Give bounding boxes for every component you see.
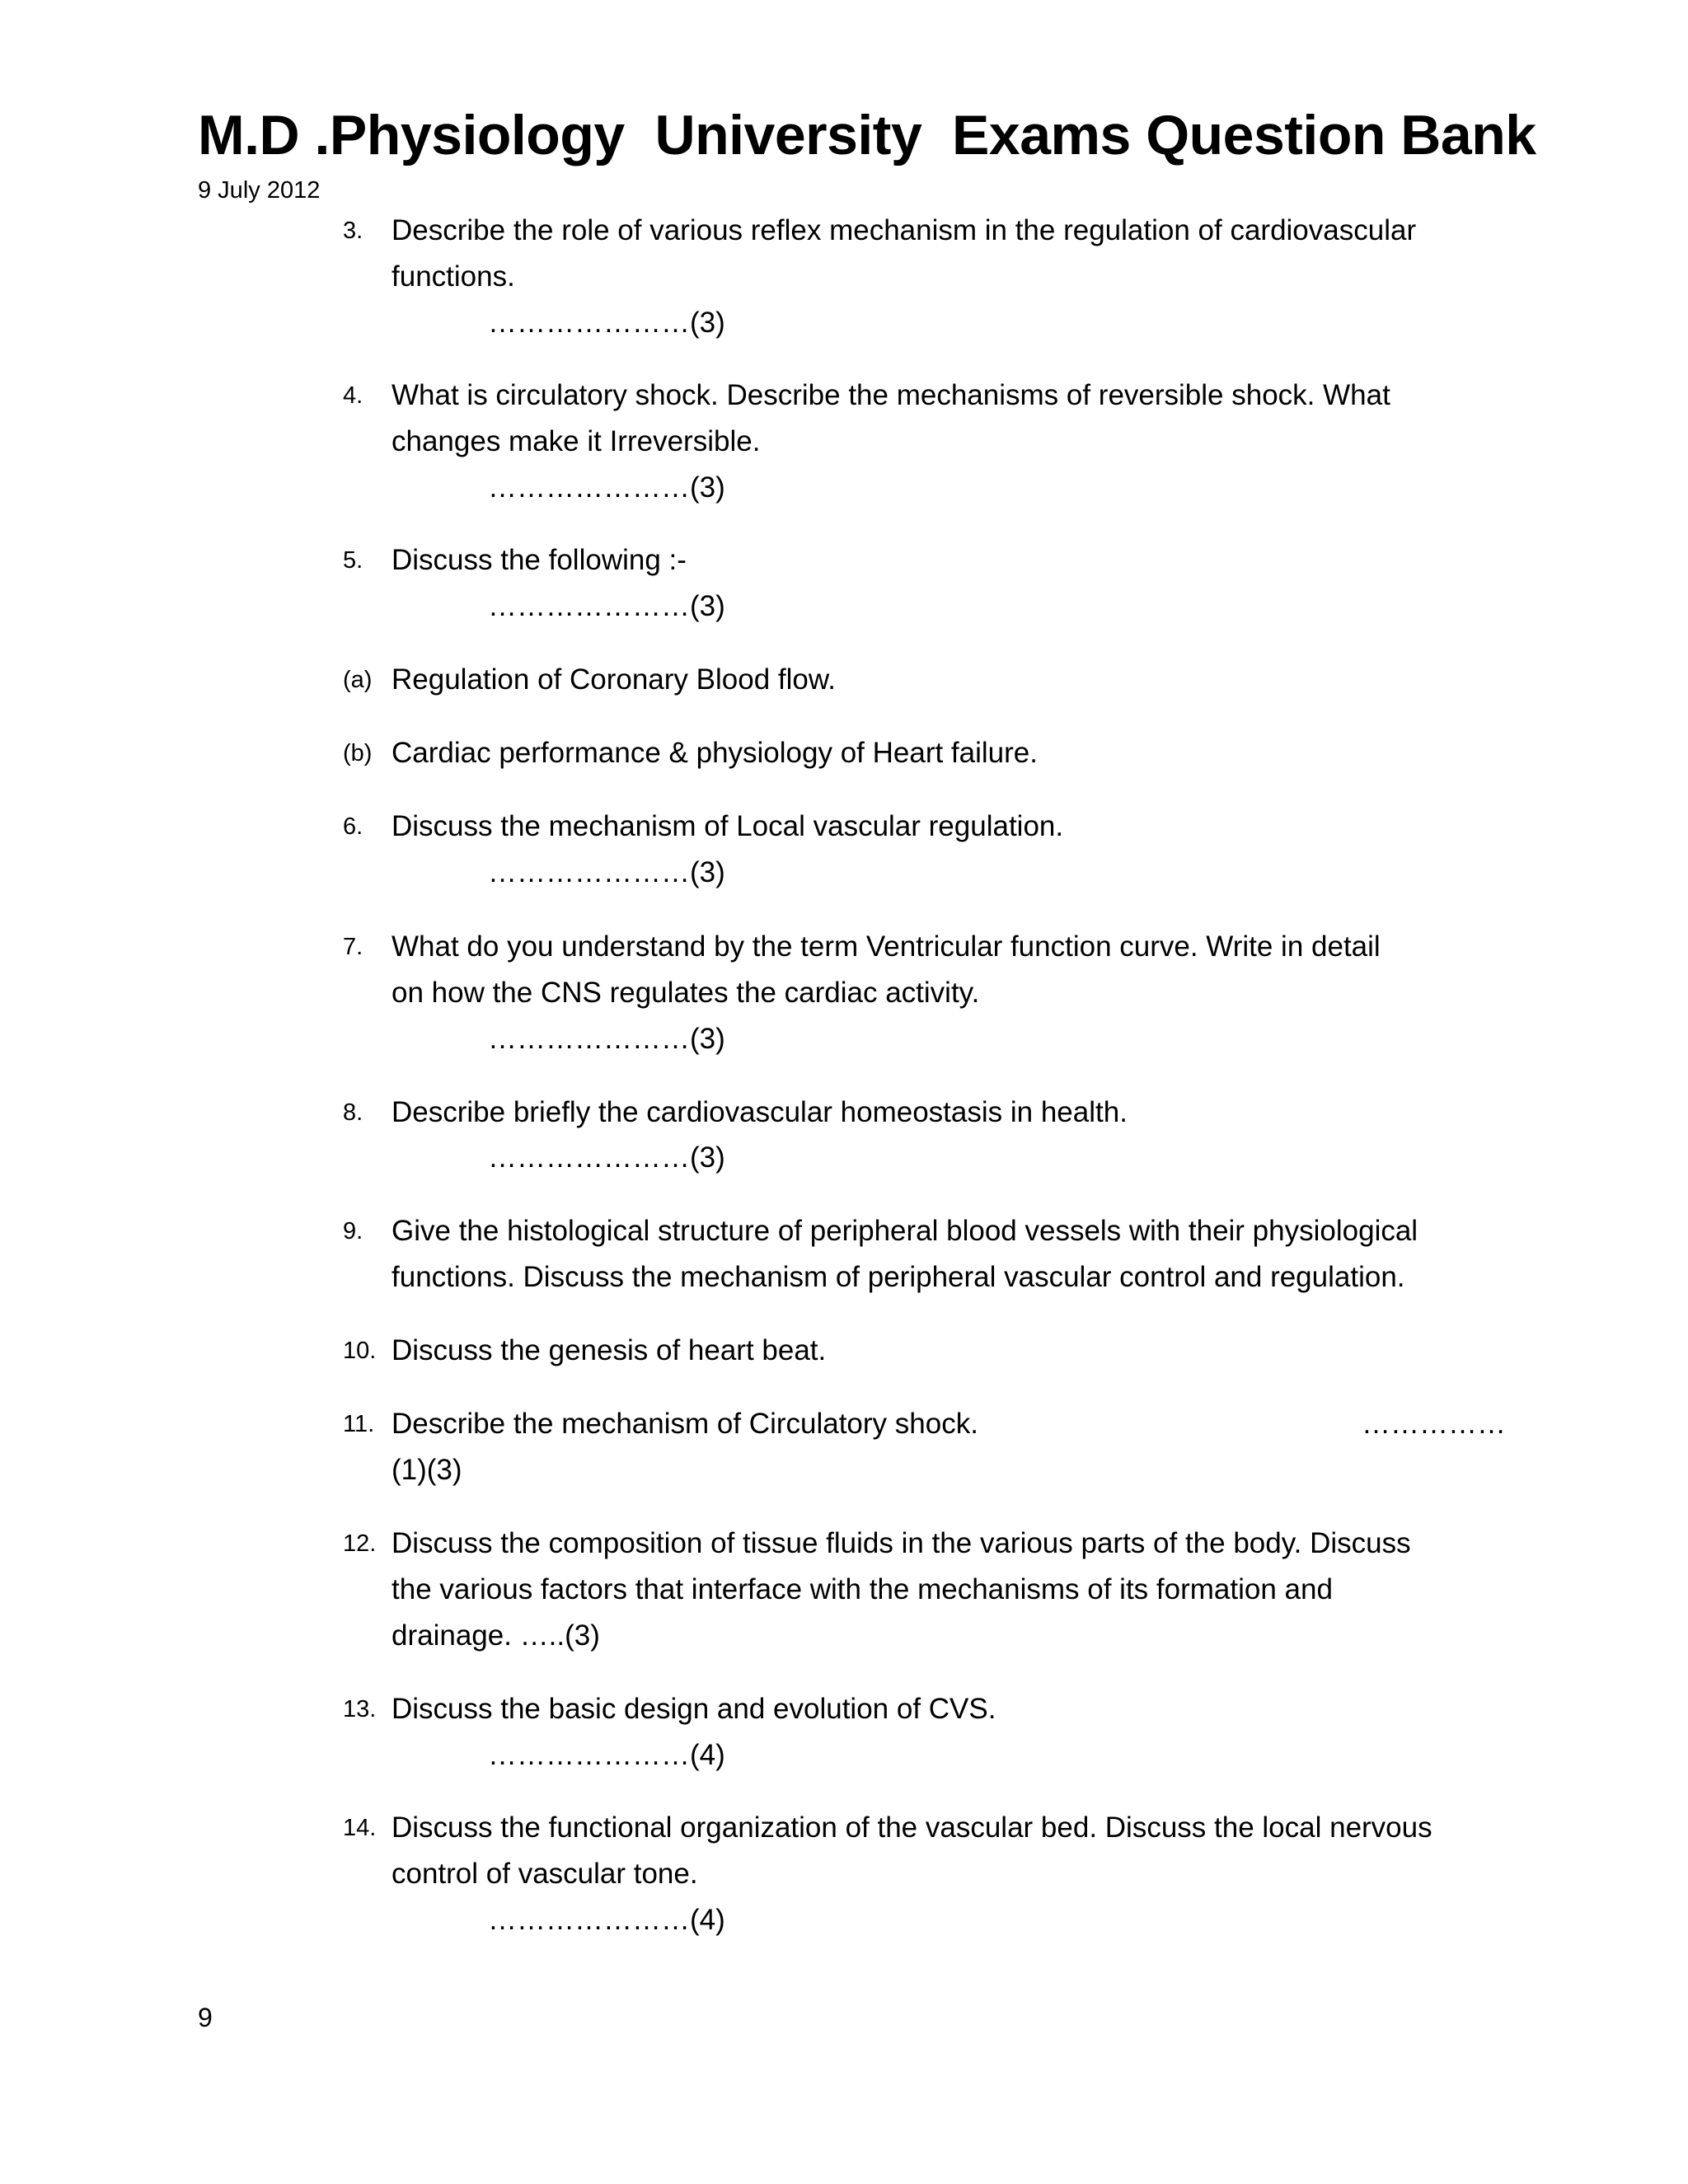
question-number: (a) — [343, 667, 373, 693]
page-title: M.D .Physiology University Exams Question Bank — [198, 104, 1536, 166]
question-text-line: (1)(3) — [392, 1454, 462, 1486]
question-text-line: on how the CNS regulates the cardiac activity. — [392, 977, 980, 1009]
question-number: 14. — [343, 1815, 377, 1841]
marks-label: …………………(3) — [488, 1141, 725, 1174]
question-text-line: functions. Discuss the mechanism of peripheral vascular control and regulation. — [392, 1261, 1405, 1293]
question-text-line: Cardiac performance & physiology of Heart failure. — [392, 737, 1038, 769]
question-3 — [343, 208, 1513, 300]
question-text-line: Discuss the basic design and evolution of CVS. — [392, 1693, 996, 1725]
question-number: (b) — [343, 740, 373, 766]
question-text-line: the various factors that interface with the mechanisms of its formation and — [392, 1573, 1333, 1605]
question-text-line: control of vascular tone. — [392, 1858, 698, 1890]
question-12 — [343, 1521, 1513, 1659]
question-number: 12. — [343, 1530, 377, 1557]
question-number: 8. — [343, 1099, 363, 1126]
question-5 — [343, 537, 1513, 583]
question-14 — [343, 1805, 1513, 1897]
question-number: 6. — [343, 813, 363, 840]
question-text-line: drainage. …..(3) — [392, 1619, 600, 1652]
question-text-line: Discuss the genesis of heart beat. — [392, 1334, 827, 1366]
marks-label: …………………(4) — [488, 1739, 725, 1771]
question-number: 10. — [343, 1338, 377, 1364]
question-number: 5. — [343, 547, 363, 574]
question-text-line: Describe briefly the cardiovascular homeostasis in health. — [392, 1096, 1128, 1128]
question-text-line: Describe the mechanism of Circulatory shock. — [392, 1408, 978, 1440]
sub-question-a — [343, 657, 1513, 703]
page-number: 9 — [198, 2003, 213, 2032]
marks-dots: …………… — [1362, 1408, 1506, 1440]
question-text-line: Regulation of Coronary Blood flow. — [392, 663, 836, 696]
question-number: 9. — [343, 1218, 363, 1244]
question-10 — [343, 1328, 1513, 1374]
question-text-line: Give the histological structure of peripheral blood vessels with their physiological — [392, 1215, 1418, 1247]
question-9 — [343, 1208, 1513, 1301]
question-11 — [343, 1401, 1513, 1493]
question-8 — [343, 1090, 1513, 1136]
question-text-line: functions. — [392, 260, 515, 293]
question-text-line: changes make it Irreversible. — [392, 425, 761, 457]
question-number: 11. — [343, 1411, 375, 1437]
question-number: 7. — [343, 934, 363, 960]
question-text-line: What is circulatory shock. Describe the mechanisms of reversible shock. What — [392, 379, 1390, 411]
question-number: 13. — [343, 1696, 377, 1722]
question-text-line: Describe the role of various reflex mechanism in the regulation of cardiovascular — [392, 214, 1417, 246]
question-number: 3. — [343, 218, 363, 244]
question-13 — [343, 1686, 1513, 1732]
marks-label: …………………(3) — [488, 307, 725, 339]
question-number: 4. — [343, 382, 363, 409]
question-text-line: Discuss the composition of tissue fluids in the various parts of the body. Discuss — [392, 1527, 1411, 1559]
question-text-line: What do you understand by the term Ventricular function curve. Write in detail — [392, 930, 1381, 963]
question-text-line: Discuss the following :- — [392, 544, 687, 576]
question-4 — [343, 373, 1513, 465]
marks-label: …………………(3) — [488, 590, 725, 622]
page-date: 9 July 2012 — [198, 177, 321, 204]
sub-question-b — [343, 730, 1513, 776]
question-text-line: Discuss the functional organization of the vascular bed. Discuss the local nervous — [392, 1811, 1432, 1844]
marks-label: …………………(3) — [488, 856, 725, 888]
question-6 — [343, 804, 1513, 850]
marks-label: …………………(4) — [488, 1904, 725, 1936]
question-text-line: Discuss the mechanism of Local vascular regulation. — [392, 810, 1064, 842]
question-7 — [343, 924, 1513, 1016]
marks-label: …………………(3) — [488, 471, 725, 504]
marks-label: …………………(3) — [488, 1023, 725, 1055]
